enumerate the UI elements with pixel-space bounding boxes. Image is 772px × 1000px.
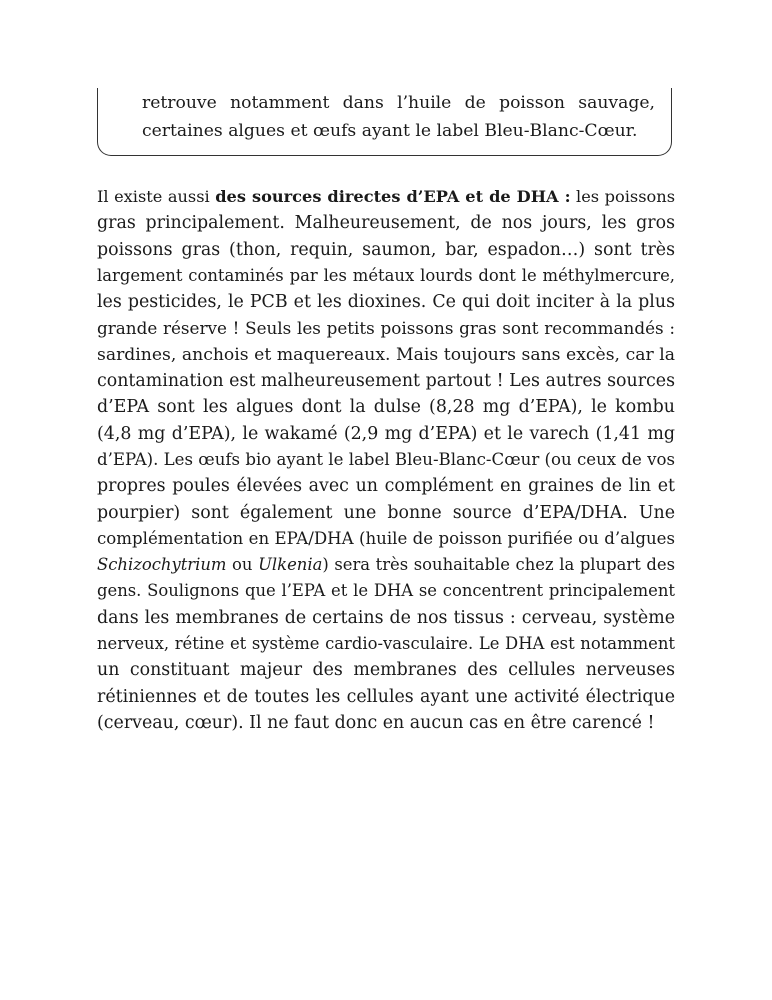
paragraph-line: grande réserve ! Seuls les petits poissons gras sont recommandés : [97,318,675,339]
paragraph-line: les pesticides, le PCB et les dioxines. Ce qui doit inciter à la plus [97,292,675,313]
paragraph-line: dans les membranes de certains de nos tissus : cerveau, système [97,607,675,628]
paragraph-line: un constituant majeur des membranes des cellules nerveuses [97,660,675,681]
paragraph-line: propres poules élevées avec un complément en graines de lin et [97,476,675,497]
text-run: Il existe aussi [97,187,216,206]
text-run: les poissons [570,187,675,206]
encadre-text [142,89,655,145]
paragraph-line: largement contaminés par les métaux lourds dont le méthylmercure, [97,265,675,285]
paragraph-line: sardines, anchois et maquereaux. Mais toujours sans excès, car la [97,344,675,365]
paragraph-line: complémentation en EPA/DHA (huile de poisson purifiée ou d’algues [97,528,675,548]
encadre-line: certaines algues et œufs ayant le label Bleu-Blanc-Cœur. [142,121,638,141]
italic-term: Schizochytrium [97,555,227,575]
paragraph-line: gens. Soulignons que l’EPA et le DHA se concentrent principalement [97,581,675,601]
paragraph-line: d’EPA sont les algues dont la dulse (8,28 mg d’EPA), le kombu [97,397,675,418]
text-run: ou [226,555,259,575]
italic-term: Ulkenia [258,555,323,575]
paragraph-line: rétiniennes et de toutes les cellules ayant une activité électrique [97,686,675,707]
paragraph-line: contamination est malheureusement partout ! Les autres sources [97,371,675,392]
paragraph-line: nerveux, rétine et système cardio-vasculaire. Le DHA est notamment [97,634,675,654]
paragraph-line: (4,8 mg d’EPA), le wakamé (2,9 mg d’EPA) et le varech (1,41 mg [97,423,675,444]
paragraph-line: (cerveau, cœur). Il ne faut donc en aucun cas en être carencé ! [97,712,655,733]
text-run: ) sera très souhaitable chez la plupart des [322,555,675,575]
paragraph-line: pourpier) sont également une bonne source d’EPA/DHA. Une [97,502,675,523]
bold-phrase: des sources directes d’EPA et de DHA : [215,187,571,206]
paragraph-line: d’EPA). Les œufs bio ayant le label Bleu-Blanc-Cœur (ou ceux de vos [97,449,675,469]
paragraph-line [97,552,675,578]
main-paragraph [97,184,675,736]
paragraph-line: poissons gras (thon, requin, saumon, bar, espadon…) sont très [97,239,675,260]
paragraph-line [97,184,675,210]
paragraph-line: gras principalement. Malheureusement, de nos jours, les gros [97,213,675,234]
encadre-line: retrouve notamment dans l’huile de poisson sauvage, [142,93,655,113]
